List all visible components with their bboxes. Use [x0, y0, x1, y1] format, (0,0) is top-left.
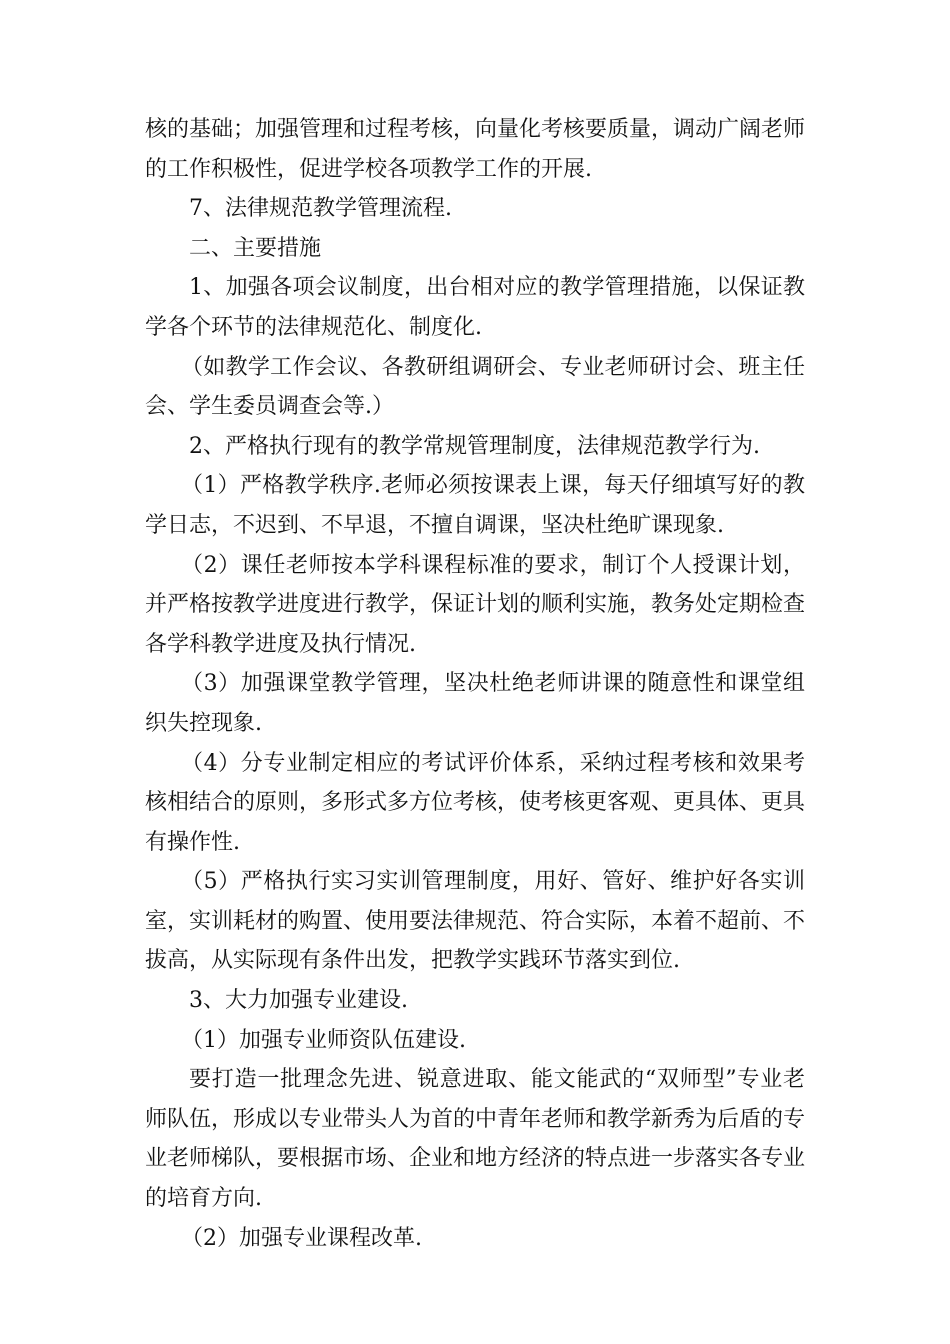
paragraph-measure-3: 3、大力加强专业建设.	[189, 988, 408, 1014]
paragraph-measure-3-item-1-body: 要打造一批理念先进、锐意进取、能文能武的“双师型”专业老师队伍，形成以专业带头人为首的中青年老师和教学新秀为后盾的专业老师梯队，要根据市场、企业和地方经济的特点进一步落实各专业的培育方向.	[145, 1067, 806, 1212]
document-body	[145, 110, 805, 1258]
paragraph-measure-3-item-2: （2）加强专业课程改革.	[181, 1225, 422, 1251]
paragraph-measure-1: 1、加强各项会议制度，出台相对应的教学管理措施，以保证教学各个环节的法律规范化、制度化.	[145, 275, 805, 340]
paragraph-measure-2-item-1: （1）严格教学秩序.老师必须按课表上课，每天仔细填写好的教学日志，不迟到、不早退，不擅自调课，坚决杜绝旷课现象.	[145, 473, 805, 538]
paragraph-measure-2-item-2: （2）课任老师按本学科课程标准的要求，制订个人授课计划，并严格按教学进度进行教学，保证计划的顺利实施，教务处定期检查各学科教学进度及执行情况.	[145, 552, 806, 657]
paragraph-measure-1-note: （如教学工作会议、各教研组调研会、专业老师研讨会、班主任会、学生委员调查会等.）	[145, 354, 805, 420]
section-heading-main-measures: 二、主要措施	[189, 235, 322, 261]
paragraph-measure-2-item-5: （5）严格执行实习实训管理制度，用好、管好、维护好各实训室，实训耗材的购置、使用要法律规范、符合实际，本着不超前、不拔高，从实际现有条件出发，把教学实践环节落实到位.	[145, 869, 806, 974]
paragraph-item-7: 7、法律规范教学管理流程.	[189, 196, 452, 222]
paragraph-measure-2-item-3: （3）加强课堂教学管理，坚决杜绝老师讲课的随意性和课堂组织失控现象.	[145, 671, 805, 736]
paragraph-measure-2: 2、严格执行现有的教学常规管理制度，法律规范教学行为.	[189, 433, 760, 459]
paragraph-continuation: 核的基础；加强管理和过程考核，向量化考核要质量，调动广阔老师的工作积极性，促进学校各项教学工作的开展.	[145, 117, 806, 182]
paragraph-measure-2-item-4: （4）分专业制定相应的考试评价体系，采纳过程考核和效果考核相结合的原则，多形式多方位考核，使考核更客观、更具体、更具有操作性.	[145, 750, 806, 855]
paragraph-measure-3-item-1: （1）加强专业师资队伍建设.	[181, 1027, 466, 1053]
